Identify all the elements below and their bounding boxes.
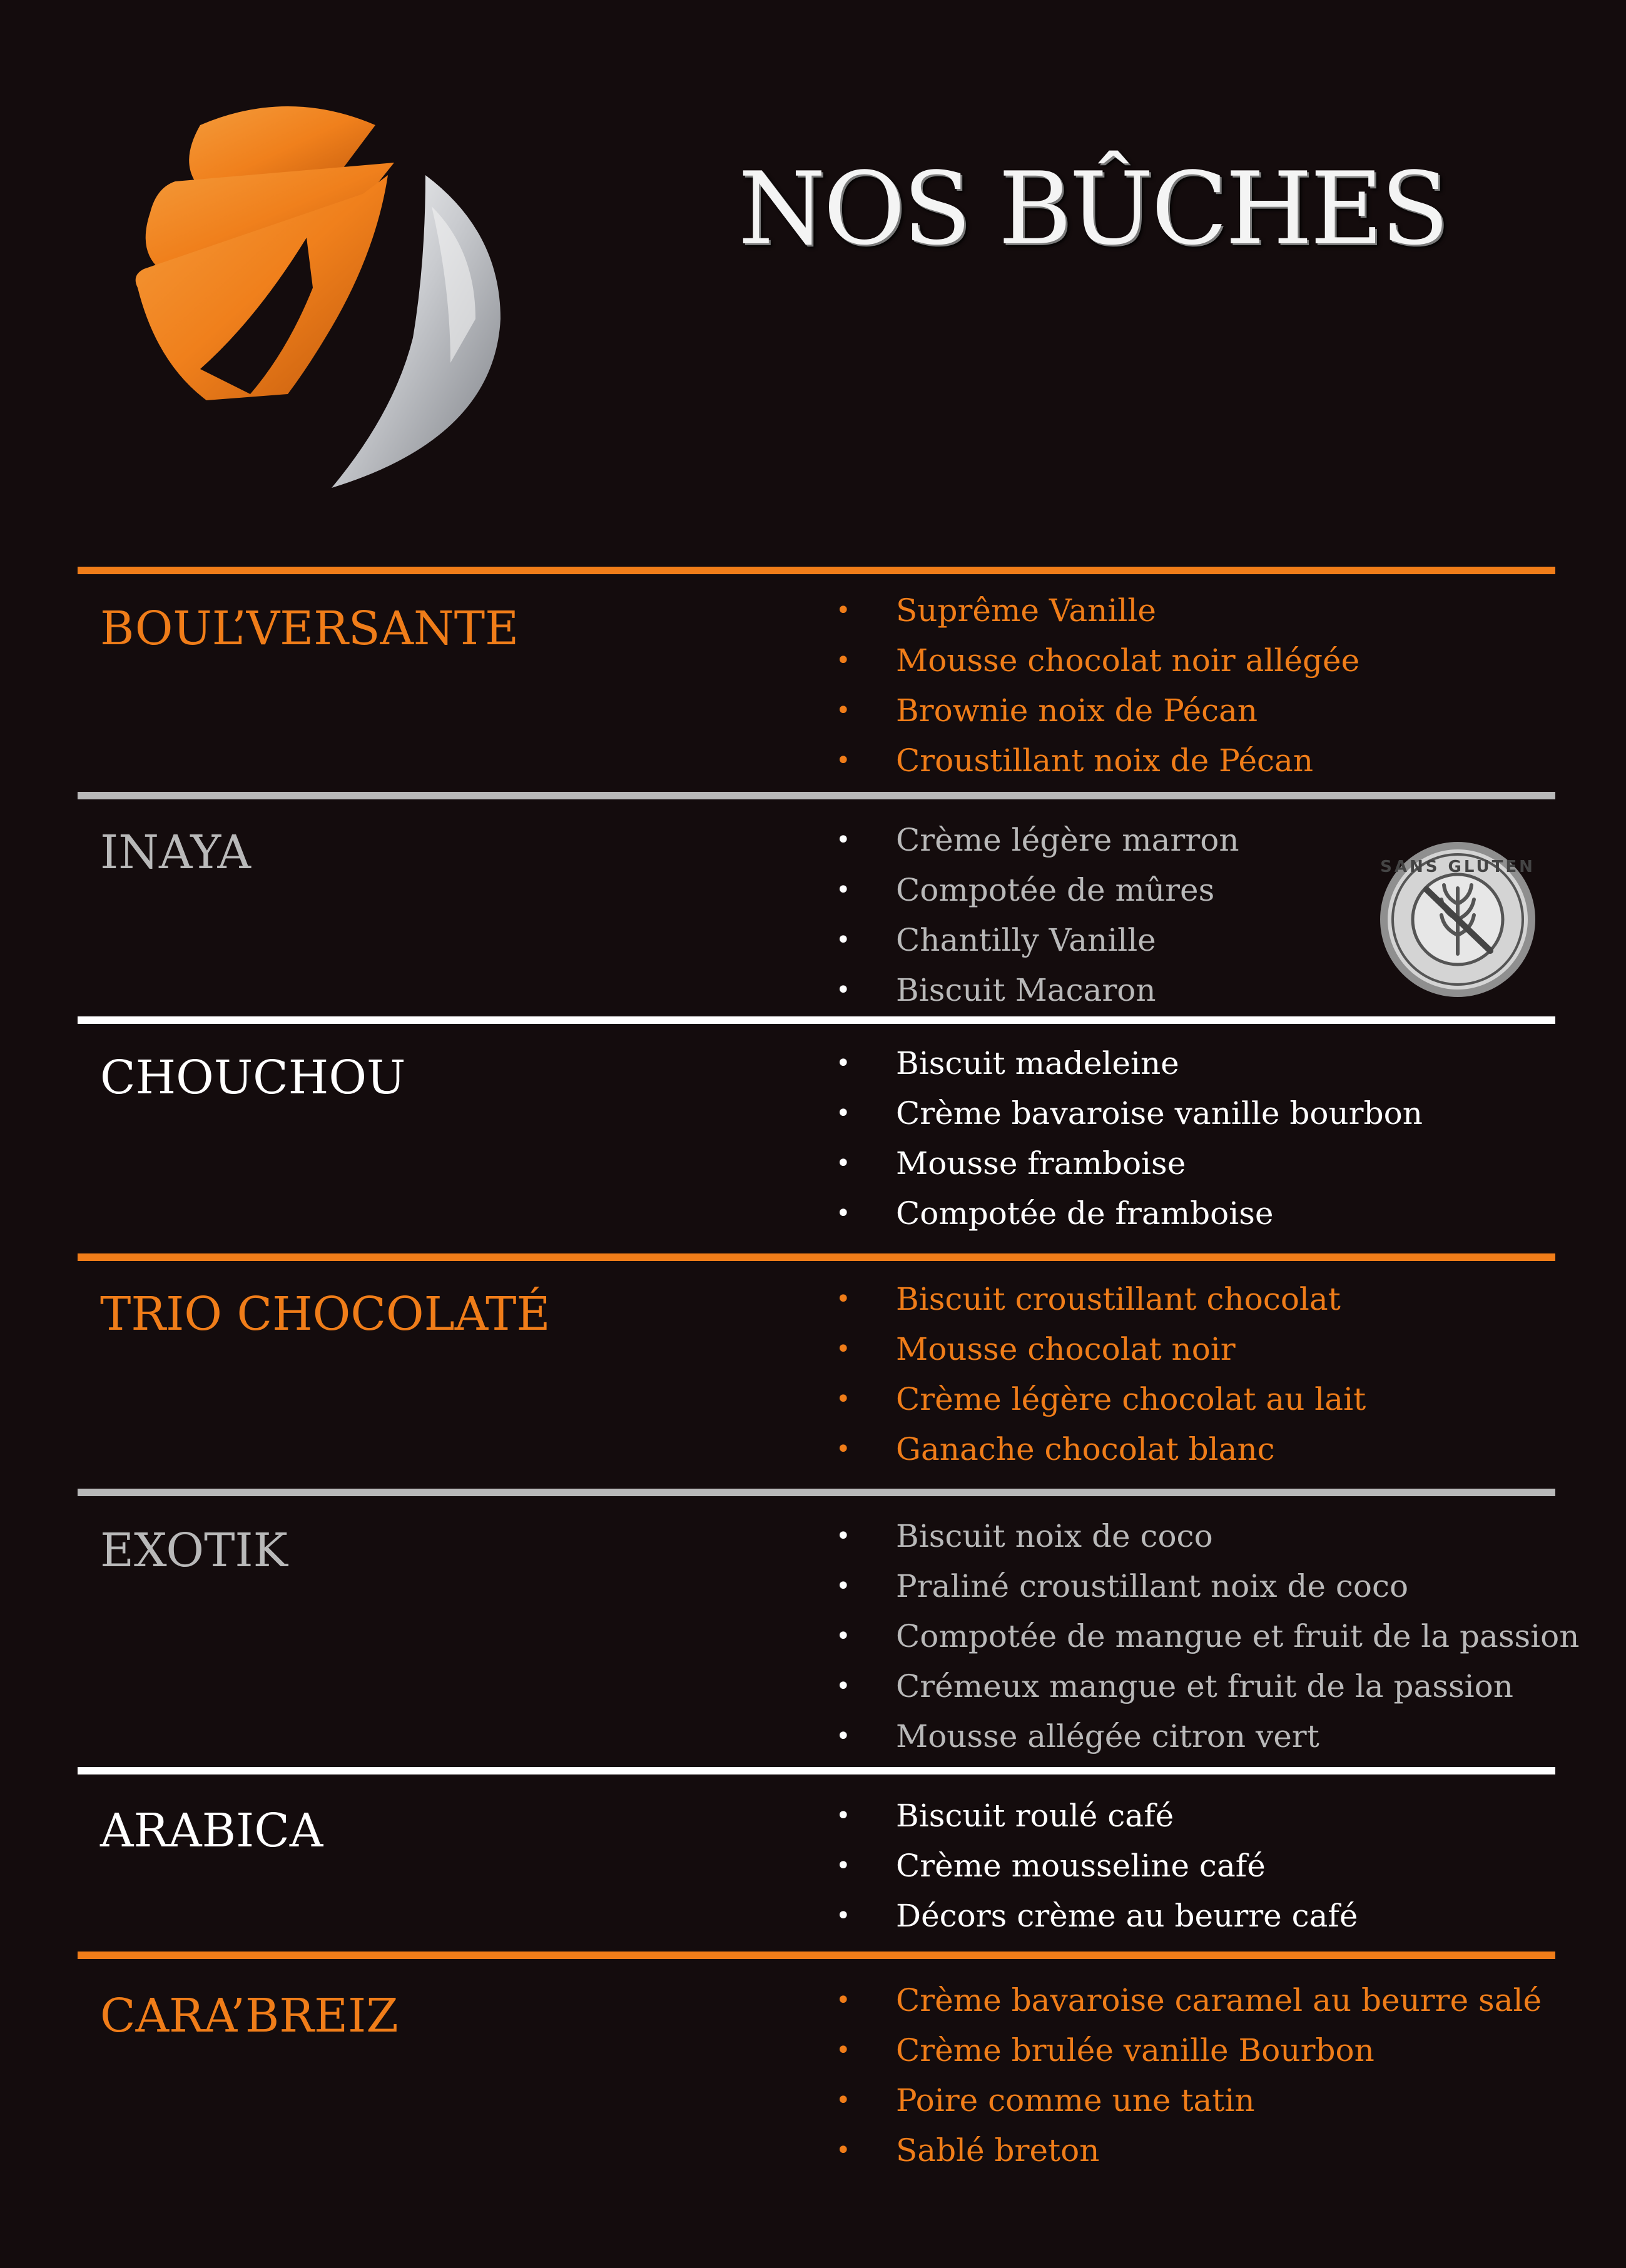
bullet-icon: • [836,1986,851,2015]
ingredient-text: Mousse framboise [896,1145,1186,1182]
bullet-icon: • [836,1572,851,1601]
bullet-icon: • [836,596,851,625]
ingredient-item [836,1661,1579,1711]
bullet-icon: • [836,976,851,1005]
ingredient-item [836,965,1239,1015]
ingredient-list [836,1038,1423,1238]
product-name: EXOTIK [100,1524,288,1577]
bullet-icon: • [836,926,851,954]
ingredient-text: Biscuit croustillant chocolat [896,1281,1341,1317]
product-name: ARABICA [100,1804,323,1858]
ingredient-item [836,1611,1579,1661]
bullet-icon: • [836,1901,851,1930]
ingredient-item [836,1188,1423,1238]
ingredient-list [836,1975,1542,2175]
ingredient-item [836,1374,1366,1424]
ingredient-item [836,585,1359,635]
ingredient-text: Biscuit roulé café [896,1798,1174,1834]
gluten-free-seal-icon [1376,838,1539,1001]
bullet-icon: • [836,696,851,725]
bullet-icon: • [836,1049,851,1078]
product-name: CHOUCHOU [100,1051,406,1105]
ingredient-text: Ganache chocolat blanc [896,1431,1275,1467]
bullet-icon: • [836,1722,851,1751]
bullet-icon: • [836,2036,851,2065]
ingredient-item [836,1841,1358,1891]
ingredient-text: Crème mousseline café [896,1848,1266,1884]
orange-silver-sphere-logo-icon [100,100,526,500]
bullet-icon: • [836,826,851,854]
ingredient-item [836,915,1239,965]
ingredient-item [836,1975,1542,2025]
ingredient-list [836,815,1239,1015]
product-name: TRIO CHOCOLATÉ [100,1287,551,1341]
bullet-icon: • [836,1099,851,1128]
ingredient-item [836,2125,1542,2175]
ingredient-text: Suprême Vanille [896,592,1156,629]
bullet-icon: • [836,1801,851,1830]
ingredient-item [836,635,1359,686]
bullet-icon: • [836,646,851,675]
bullet-icon: • [836,2136,851,2165]
ingredient-item [836,1711,1579,1761]
product-name: BOUL’VERSANTE [100,602,519,656]
bullet-icon: • [836,1851,851,1880]
ingredient-text: Compotée de mangue et fruit de la passion [896,1618,1580,1654]
page-title: NOS BÛCHES [738,150,1447,267]
ingredient-item [836,1791,1358,1841]
ingredient-text: Biscuit Macaron [896,972,1156,1008]
ingredient-list [836,585,1359,786]
ingredient-item [836,815,1239,865]
ingredient-text: Biscuit noix de coco [896,1518,1213,1554]
product-name: CARA’BREIZ [100,1989,399,2043]
section-divider [78,792,1555,799]
bullet-icon: • [836,1672,851,1701]
ingredient-text: Décors crème au beurre café [896,1898,1358,1934]
ingredient-text: Brownie noix de Pécan [896,692,1258,729]
ingredient-text: Crème bavaroise caramel au beurre salé [896,1982,1542,2018]
ingredient-text: Crème légère chocolat au lait [896,1381,1366,1417]
bullet-icon: • [836,1199,851,1228]
bullet-icon: • [836,1285,851,1314]
bullet-icon: • [836,1622,851,1651]
section-divider [78,1016,1555,1024]
section-divider [78,1767,1555,1774]
bullet-icon: • [836,1522,851,1551]
ingredient-text: Crème brulée vanille Bourbon [896,2032,1374,2068]
seal-text: SANS GLUTEN [1380,858,1535,876]
section-divider [78,1253,1555,1261]
ingredient-item [836,1424,1366,1474]
ingredient-text: Compotée de framboise [896,1195,1274,1232]
section-divider [78,1489,1555,1496]
ingredient-list [836,1791,1358,1941]
ingredient-item [836,1274,1366,1324]
ingredient-text: Croustillant noix de Pécan [896,742,1314,779]
bullet-icon: • [836,1149,851,1178]
ingredient-item [836,686,1359,736]
ingredient-text: Crème légère marron [896,822,1239,858]
ingredient-item [836,1038,1423,1088]
ingredient-text: Mousse chocolat noir [896,1331,1236,1367]
ingredient-text: Mousse allégée citron vert [896,1718,1319,1754]
ingredient-item [836,1138,1423,1188]
ingredient-text: Chantilly Vanille [896,922,1156,958]
ingredient-item [836,2075,1542,2125]
product-name: INAYA [100,826,251,879]
ingredient-text: Praliné croustillant noix de coco [896,1568,1409,1604]
ingredient-list [836,1511,1579,1761]
ingredient-item [836,736,1359,786]
ingredient-item [836,1324,1366,1374]
bullet-icon: • [836,746,851,775]
ingredient-item [836,2025,1542,2075]
ingredient-item [836,865,1239,915]
ingredient-item [836,1511,1579,1561]
ingredient-list [836,1274,1366,1474]
ingredient-text: Biscuit madeleine [896,1045,1179,1081]
ingredient-item [836,1561,1579,1611]
bullet-icon: • [836,1335,851,1364]
ingredient-item [836,1891,1358,1941]
bullet-icon: • [836,1435,851,1464]
ingredient-text: Sablé breton [896,2132,1100,2169]
ingredient-text: Crème bavaroise vanille bourbon [896,1095,1423,1131]
ingredient-text: Compotée de mûres [896,872,1215,908]
bullet-icon: • [836,2086,851,2115]
ingredient-text: Poire comme une tatin [896,2082,1255,2119]
ingredient-text: Crémeux mangue et fruit de la passion [896,1668,1513,1704]
ingredient-item [836,1088,1423,1138]
section-divider [78,567,1555,574]
ingredient-text: Mousse chocolat noir allégée [896,642,1360,679]
bullet-icon: • [836,1385,851,1414]
bullet-icon: • [836,876,851,904]
section-divider [78,1952,1555,1959]
